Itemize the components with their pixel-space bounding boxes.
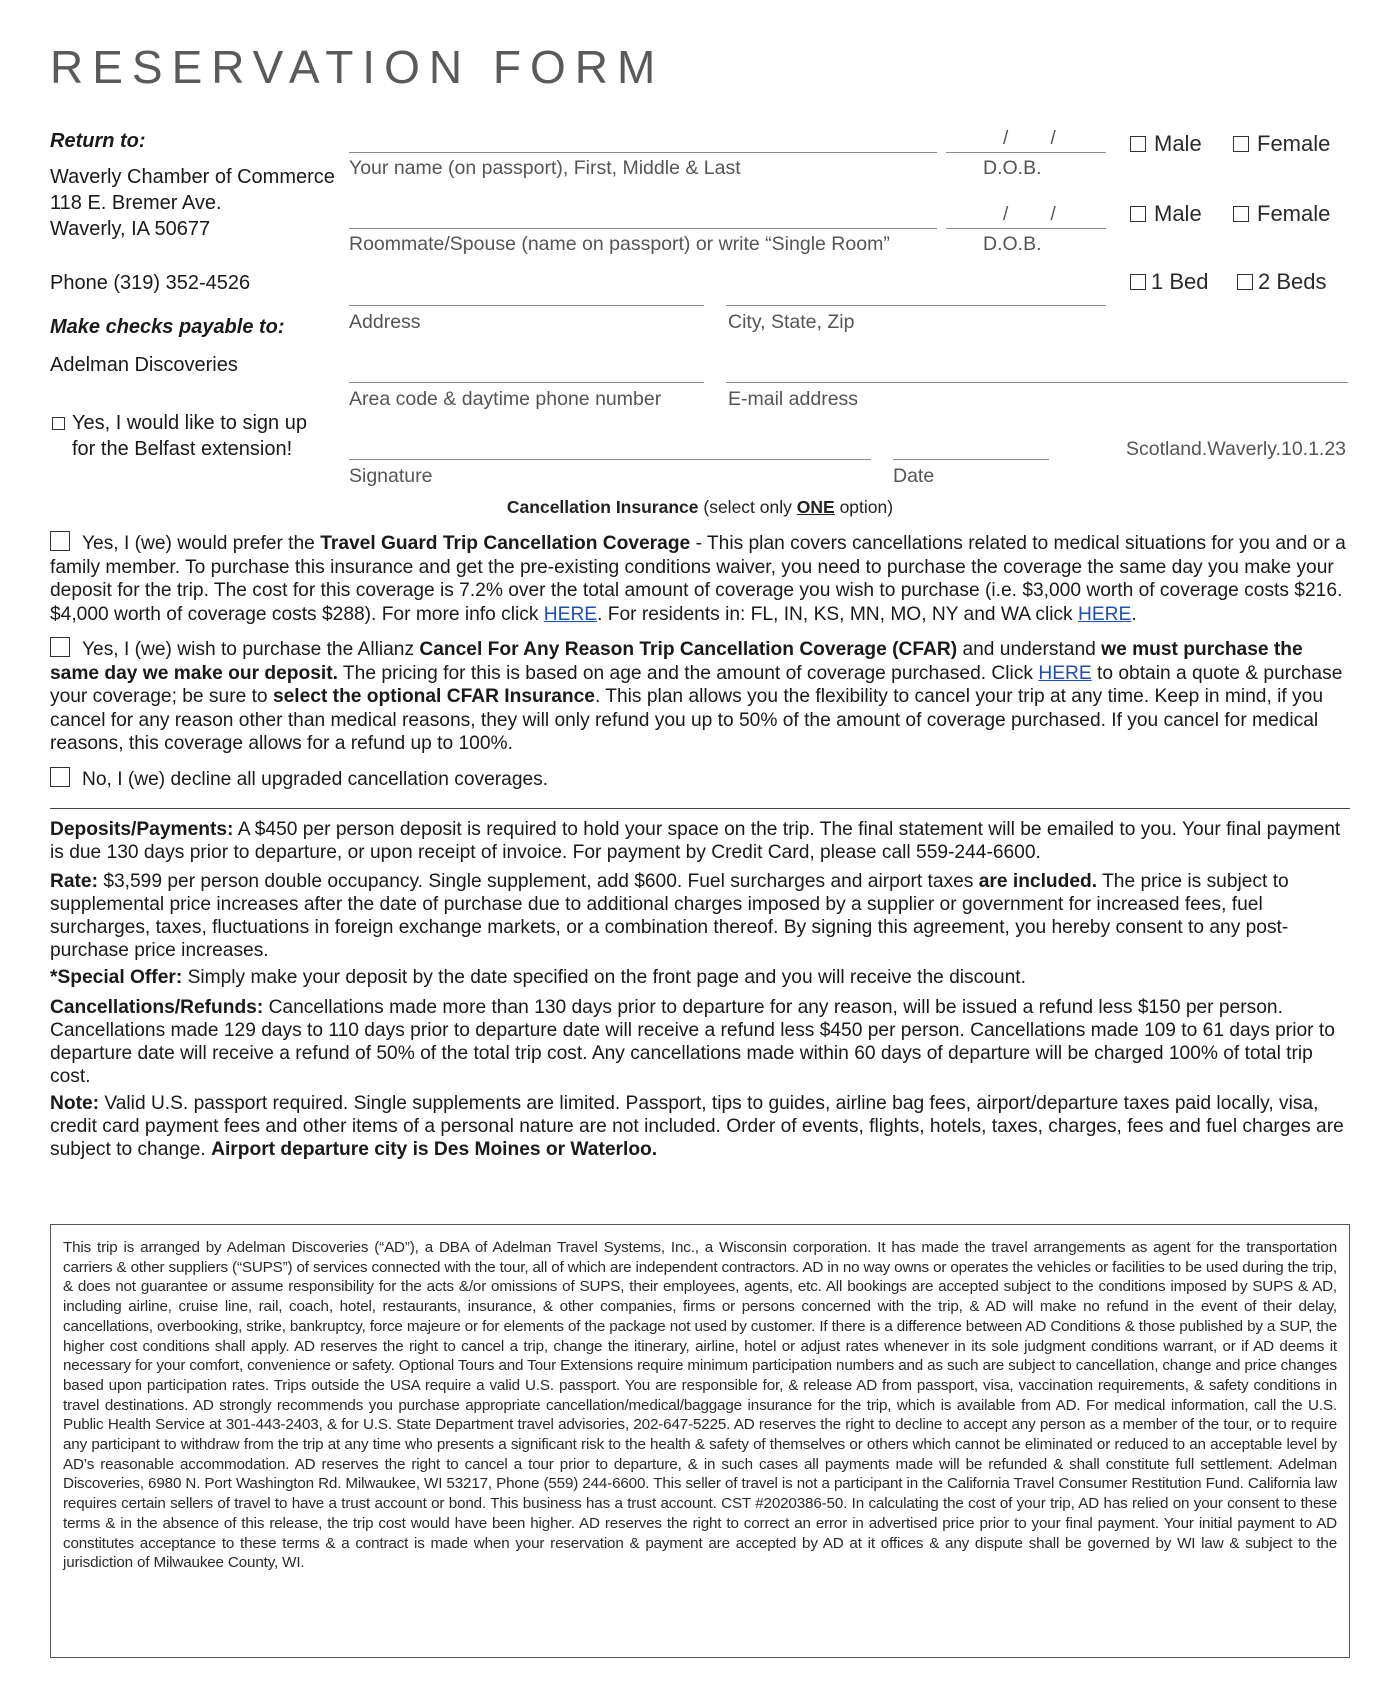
return-to-heading: Return to: (50, 130, 146, 152)
cancellation-heading-bold: Cancellation Insurance (506, 497, 699, 517)
opt2-mid3: to obtain a quote & purchase your coverage; be sure to (50, 662, 1343, 707)
return-phone: Phone (319) 352-4526 (50, 272, 251, 294)
male-label: Male (1154, 201, 1202, 226)
form-code: Scotland.Waverly.10.1.23 (1126, 438, 1347, 460)
opt1-link-here-residents[interactable]: HERE (1078, 603, 1132, 625)
date-label: Date (893, 465, 935, 487)
legal-terms-box (50, 1224, 1350, 1658)
checks-heading: Make checks payable to: (50, 316, 285, 338)
roommate-male-option[interactable] (1130, 201, 1202, 227)
roommate-label: Roommate/Spouse (name on passport) or write “Single Room” (349, 233, 890, 255)
note-text: Valid U.S. passport required. Single supplements are limited. Passport, tips to guides, airline bag fees, airport/departure taxes paid locally, visa, credit card payment fees and other items of a personal nature are not included. Order of events, flights, hotels, taxes, charges, fees and fuel charges are subject to change. (50, 1093, 1344, 1160)
cancellations-text: Cancellations made more than 130 days prior to departure for any reason, will be issued a refund less $150 per person. Cancellations made 129 days to 110 days prior to departure date will receive a refund less $450 per person. Cancellations made 109 to 61 days prior to departure date will receive a refund of 50% of the total trip cost. Any cancellations made within 60 days of departure will be charged 100% of total trip cost. (50, 997, 1335, 1087)
opt2-bold2: we must purchase the same day we make our deposit. (50, 639, 1303, 684)
female-checkbox[interactable] (1233, 206, 1249, 222)
decline-checkbox[interactable] (50, 767, 70, 787)
opt2-end: . This plan allows you the flexibility to cancel your trip at any time. Keep in mind, if you cancel for any reason other than medical reasons, they will only refund you up to 50% of the amount of coverage purchased. If you cancel for medical reasons, this coverage allows for a refund up to 100%. (50, 686, 1323, 754)
extension-line1: Yes, I would like to sign up (72, 412, 307, 434)
travel-guard-checkbox[interactable] (50, 531, 70, 551)
name-label: Your name (on passport), First, Middle & Last (349, 157, 741, 179)
phone-label: Area code & daytime phone number (349, 388, 662, 410)
opt2-bold1: Cancel For Any Reason Trip Cancellation Coverage (CFAR) (419, 639, 958, 660)
opt2-pre: Yes, I (we) wish to purchase the Allianz (82, 639, 415, 660)
opt2-bold3: select the optional CFAR Insurance (272, 686, 595, 707)
female-label: Female (1257, 131, 1331, 156)
cancellation-option-travel-guard (50, 531, 1350, 626)
female-checkbox[interactable] (1233, 136, 1249, 152)
one-bed-option[interactable] (1130, 269, 1209, 295)
gender-female-option[interactable] (1233, 131, 1330, 157)
terms-special-offer (50, 966, 1350, 989)
terms-deposits (50, 818, 1350, 864)
deposits-label: Deposits/Payments: (50, 819, 234, 840)
roommate-dob-label: D.O.B. (983, 233, 1042, 255)
section-divider (50, 808, 1350, 809)
cfar-checkbox[interactable] (50, 637, 70, 657)
city-line[interactable] (726, 305, 1106, 306)
male-checkbox[interactable] (1130, 206, 1146, 222)
page-title: RESERVATION FORM (50, 41, 665, 93)
cancellation-heading-pre: (select only (703, 497, 792, 517)
opt2-mid2: The pricing for this is based on age and the amount of coverage purchased. Click (342, 662, 1034, 684)
terms-rate (50, 870, 1350, 962)
two-beds-label: 2 Beds (1258, 269, 1327, 294)
male-label: Male (1154, 131, 1202, 156)
name-line[interactable] (349, 152, 937, 153)
deposits-text: A $450 per person deposit is required to hold your space on the trip. The final statement will be emailed to you. Your final payment is due 130 days prior to departure, or upon receipt of invoice. For payment by Credit Card, please call 559-244-6600. (50, 819, 1341, 863)
dob-label: D.O.B. (983, 157, 1042, 179)
one-bed-checkbox[interactable] (1130, 274, 1146, 290)
opt1-mid: . For residents in: FL, IN, KS, MN, MO, NY and WA click (597, 603, 1073, 625)
roommate-dob-line[interactable] (946, 228, 1106, 229)
opt1-bold: Travel Guard Trip Cancellation Coverage (320, 533, 691, 554)
legal-text: This trip is arranged by Adelman Discoveries (“AD”), a DBA of Adelman Travel Systems, Inc., a Wisconsin corporation. It has made the travel arrangements as agent for the transportation carriers & other suppliers (“SUPS”) of services connected with the tour, all of which are independent contractors. AD in no way owns or operates the vehicles or facilities to be used during the trip, & does not guarantee or assume responsibility for the acts &/or omissions of SUPS, their employees, agents, etc. All bookings are accepted subject to the conditions imposed by SUPS & AD, including airline, cruise line, rail, coach, hotel, restaurants, insurance, & other companies, firms or persons concerned with the trip, & AD will make no refund in the event of their delay, cancellations, overbooking, strike, bankruptcy, force majeure or for elements of the package not used by customer. If there is a difference between AD Conditions & those published by a SUP, the higher cost conditions shall apply. AD reserves the right to cancel a trip, change the itinerary, airline, hotel or adjust rates whenever in its sole judgment conditions warrant, or if AD deems it necessary for your comfort, convenience or safety. Optional Tours and Tour Extensions require minimum participation numbers and as such are subject to cancellation, change and price changes based upon participation rates. Trips outside the USA require a valid U.S. passport. You are responsible for, & release AD from passport, visa, vaccination requirements, & safety conditions in travel destinations. AD strongly recommends you purchase appropriate cancellation/medical/baggage insurance for the trip, which is available from AD. For medical information, call the U.S. Public Health Service at 301-443-2403, & for U.S. State Department travel advisories, 202-647-5225. AD reserves the right to decline to accept any person as a member of the tour, or to require any participant to withdraw from the trip at any time who presents a significant risk to the health & safety of themselves or others which cannot be eliminated or reduced to an acceptable level by AD’s reasonable accommodation. AD reserves the right to cancel a tour prior to departure, & in such cases all payments made will be refunded & shall constitute full settlement. Adelman Discoveries, 6980 N. Port Washington Rd. Milwaukee, WI 53217, Phone (559) 244-6600. This seller of travel is not a participant in the California Travel Consumer Restitution Fund. California law requires certain sellers of travel to have a trust account or bond. This business has a trust account. CST #2020386-50. In calculating the cost of your trip, AD has relied on your consent to these terms & in the absence of this release, the trip cost would have been higher. AD reserves the right to correct an error in advertised price prior to your final payment. Your initial payment to AD constitutes acceptance to these terms & a contract is made when your reservation & payment are accepted by AD at it offices & any dispute shall be governed by WI law & subject to the jurisdiction of Milwaukee County, WI. (63, 1239, 1337, 1572)
return-street: 118 E. Bremer Ave. (50, 192, 222, 214)
cancellation-heading (0, 497, 1400, 518)
dob-slashes: / / (1003, 128, 1056, 149)
phone-line[interactable] (349, 382, 704, 383)
cancellation-option-cfar (50, 637, 1350, 756)
offer-label: *Special Offer: (50, 967, 183, 988)
opt1-link-here[interactable]: HERE (543, 603, 598, 625)
male-checkbox[interactable] (1130, 136, 1146, 152)
payee: Adelman Discoveries (50, 354, 238, 376)
return-city: Waverly, IA 50677 (50, 218, 211, 240)
opt2-link-here[interactable]: HERE (1038, 662, 1092, 684)
email-line[interactable] (726, 382, 1348, 383)
cancellations-label: Cancellations/Refunds: (50, 997, 264, 1018)
opt1-end: . (1131, 603, 1137, 625)
roommate-dob-slashes: / / (1003, 204, 1056, 225)
signature-line[interactable] (349, 459, 871, 460)
date-line[interactable] (893, 459, 1049, 460)
terms-cancellations (50, 996, 1350, 1088)
city-label: City, State, Zip (728, 311, 855, 333)
note-label: Note: (50, 1093, 100, 1114)
opt1-text: - This plan covers cancellations related to medical situations for you and or a family member. To purchase this insurance and get the pre-existing conditions waiver, you need to purchase the coverage the same day you make your deposit for the trip. The cost for this coverage is 7.2% over the total amount of coverage you wish to purchase (i.e. $3,000 worth of coverage costs $216. $4,000 worth of coverage costs $288). For more info click (50, 533, 1346, 625)
email-label: E-mail address (728, 388, 859, 410)
gender-male-option[interactable] (1130, 131, 1202, 157)
roommate-line[interactable] (349, 228, 937, 229)
roommate-female-option[interactable] (1233, 201, 1330, 227)
return-info (50, 128, 350, 378)
two-beds-option[interactable] (1237, 269, 1327, 295)
two-beds-checkbox[interactable] (1237, 274, 1253, 290)
signature-label: Signature (349, 465, 433, 487)
note-bold: Airport departure city is Des Moines or Waterloo. (211, 1139, 658, 1160)
address-label: Address (349, 311, 421, 333)
extension-checkbox[interactable] (52, 417, 65, 430)
offer-text: Simply make your deposit by the date specified on the front page and you will receive the discount. (187, 967, 1026, 988)
rate-label: Rate: (50, 871, 98, 892)
opt3-text: No, I (we) decline all upgraded cancellation coverages. (82, 769, 549, 790)
female-label: Female (1257, 201, 1331, 226)
one-bed-label: 1 Bed (1151, 269, 1209, 294)
return-org: Waverly Chamber of Commerce (50, 166, 335, 188)
rate-bold: are included. (978, 871, 1098, 892)
extension-option[interactable] (52, 410, 352, 462)
terms-note (50, 1092, 1350, 1161)
cancellation-heading-one: ONE (796, 497, 835, 517)
rate-text2: The price is subject to supplemental price increases after the date of purchase due to additional charges imposed by a supplier or government for increased fees, fuel surcharges, taxes, fluctuations in foreign exchange markets, or a combination thereof. By signing this agreement, you hereby consent to any post-purchase price increases. (50, 871, 1289, 961)
dob-line[interactable] (946, 152, 1106, 153)
opt1-pre: Yes, I (we) would prefer the (82, 533, 315, 554)
cancellation-option-decline (50, 767, 1350, 792)
address-line[interactable] (349, 305, 704, 306)
opt2-mid1: and understand (962, 639, 1096, 660)
extension-line2: for the Belfast extension! (72, 438, 293, 460)
cancellation-heading-post: option) (839, 497, 894, 517)
rate-text1: $3,599 per person double occupancy. Single supplement, add $600. Fuel surcharges and airport taxes (103, 871, 974, 892)
